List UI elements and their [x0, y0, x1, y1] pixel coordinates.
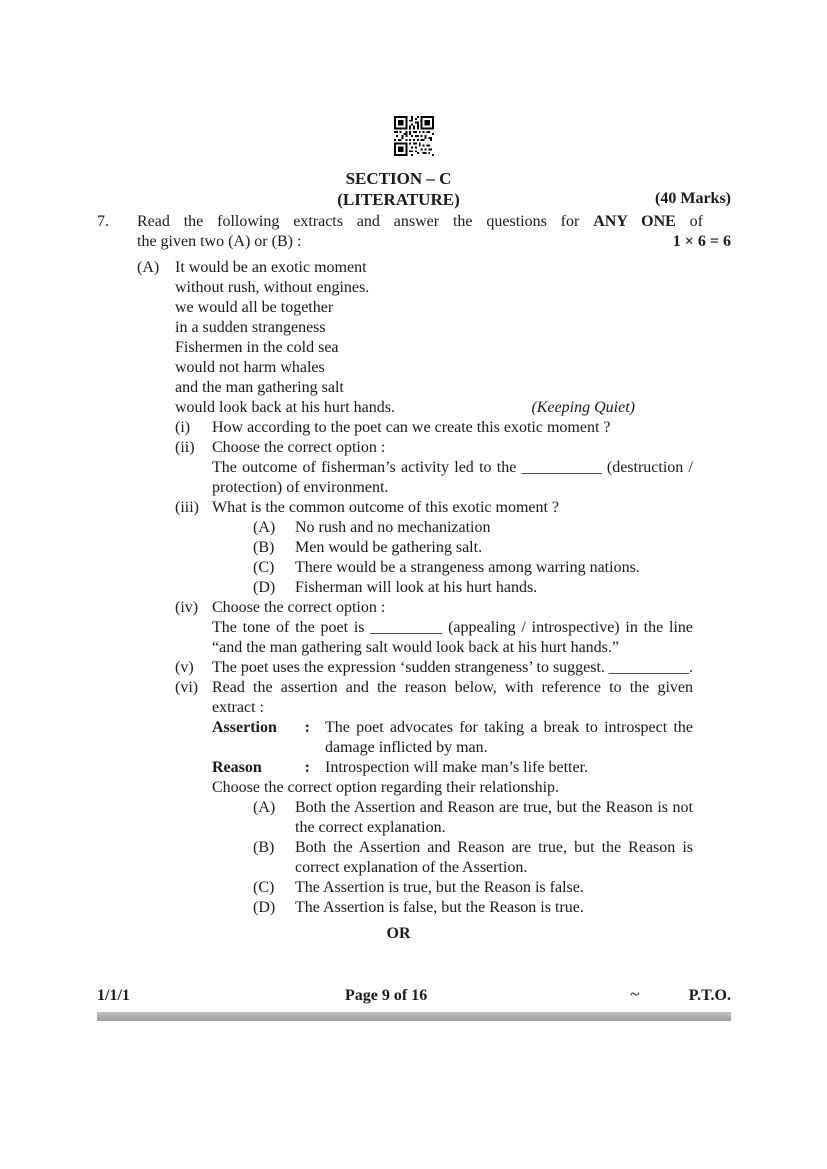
intro-emphasis: ANY ONE	[593, 213, 676, 230]
section-marks: (40 Marks)	[655, 190, 731, 207]
option-label: (A)	[253, 799, 276, 816]
subquestion-lead: Read the assertion and the reason below, with reference to the given extract :	[212, 679, 693, 716]
assertion-row	[212, 718, 693, 758]
footer-page-number: Page 9 of 16	[345, 987, 428, 1004]
assertion-label	[212, 718, 310, 758]
subquestion-lead: Choose the correct option :	[212, 439, 386, 456]
poem-line: and the man gathering salt	[175, 379, 344, 396]
option-row	[212, 578, 693, 598]
option-text: Both the Assertion and Reason are true, but the Reason is not the correct explanation.	[295, 799, 693, 836]
section-title: SECTION – C	[345, 169, 452, 188]
subquestion-iv	[175, 598, 731, 658]
assertion-colon: :	[304, 719, 310, 736]
question-intro-line2: the given two (A) or (B) :	[137, 233, 302, 250]
subquestion-lead: Choose the correct option :	[212, 599, 386, 616]
footer-paper-code: 1/1/1	[97, 987, 130, 1004]
option-row	[212, 538, 693, 558]
poem-source: (Keeping Quiet)	[531, 399, 635, 416]
poem-last-line	[175, 398, 731, 418]
extract-a	[137, 258, 731, 918]
option-text: No rush and no mechanization	[295, 519, 491, 536]
option-label: (C)	[253, 879, 275, 896]
poem-extract	[175, 258, 731, 418]
question-7	[97, 212, 731, 918]
poem-line: without rush, without engines.	[175, 279, 370, 296]
option-label: (B)	[253, 839, 275, 856]
reason-colon: :	[304, 759, 310, 776]
footer-divider-bar	[97, 1012, 731, 1021]
subquestion-ii	[175, 438, 731, 498]
option-text: There would be a strangeness among warring nations.	[295, 559, 640, 576]
question-intro-line1	[137, 212, 703, 232]
qr-code	[394, 116, 434, 156]
reason-word: Reason	[212, 759, 262, 776]
reason-text: Introspection will make man’s life better.	[325, 759, 589, 776]
subquestion-label: (i)	[175, 419, 191, 436]
intro-text: of	[675, 213, 704, 230]
poem-line: would look back at his hurt hands.	[175, 399, 395, 416]
option-row	[212, 518, 693, 538]
subquestion-v	[175, 658, 731, 678]
footer-tilde: ~	[630, 984, 640, 1004]
option-label: (D)	[253, 899, 276, 916]
poem-line: Fishermen in the cold sea	[175, 339, 339, 356]
option-label: (A)	[253, 519, 276, 536]
option-label: (D)	[253, 579, 276, 596]
footer-pto: P.T.O.	[688, 987, 731, 1004]
assertion-word: Assertion	[212, 719, 277, 736]
option-text: Both the Assertion and Reason are true, but the Reason is correct explanation of the Assertion.	[295, 839, 693, 876]
subquestions	[175, 418, 731, 918]
subquestion-text: The tone of the poet is _________ (appealing / introspective) in the line “and the man gathering salt would look back at his hurt hands.”	[212, 619, 693, 656]
subquestion-label: (vi)	[175, 679, 199, 696]
subquestion-label: (iii)	[175, 499, 199, 516]
assertion-text: The poet advocates for taking a break to introspect the damage inflicted by man.	[325, 719, 693, 756]
option-text: Men would be gathering salt.	[295, 539, 483, 556]
qr-code-image	[394, 116, 434, 156]
subquestion-text: The poet uses the expression ‘sudden strangeness’ to suggest. __________.	[212, 659, 693, 676]
subquestion-iii	[175, 498, 731, 598]
extract-a-label: (A)	[137, 259, 160, 276]
reason-label	[212, 758, 310, 778]
subquestion-label: (v)	[175, 659, 194, 676]
subquestion-label: (iv)	[175, 599, 199, 616]
subquestion-label: (ii)	[175, 439, 195, 456]
subquestion-text: How according to the poet can we create this exotic moment ?	[212, 419, 611, 436]
question-number: 7.	[97, 213, 109, 230]
option-text: Fisherman will look at his hurt hands.	[295, 579, 538, 596]
option-text: The Assertion is false, but the Reason is true.	[295, 899, 584, 916]
page-footer	[97, 986, 731, 1006]
section-header	[97, 168, 731, 210]
intro-text: Read the following extracts and answer the questions for	[137, 213, 594, 230]
option-row	[212, 878, 693, 898]
poem-line: we would all be together	[175, 299, 334, 316]
option-row	[212, 838, 693, 878]
option-label: (C)	[253, 559, 275, 576]
poem-line: in a sudden strangeness	[175, 319, 326, 336]
subquestion-choose-line: Choose the correct option regarding their relationship.	[212, 779, 560, 796]
section-subtitle: (LITERATURE)	[337, 190, 460, 209]
option-label: (B)	[253, 539, 275, 556]
or-separator: OR	[386, 925, 411, 942]
subquestion-text: What is the common outcome of this exotic moment ?	[212, 499, 560, 516]
option-row	[212, 558, 693, 578]
option-row	[212, 898, 693, 918]
subquestion-vi	[175, 678, 731, 918]
reason-row	[212, 758, 693, 778]
option-text: The Assertion is true, but the Reason is false.	[295, 879, 584, 896]
poem-line: It would be an exotic moment	[175, 259, 367, 276]
subquestion-text: The outcome of fisherman’s activity led to the __________ (destruction / protection) of environment.	[212, 459, 693, 496]
poem-line: would not harm whales	[175, 359, 325, 376]
subquestion-i	[175, 418, 731, 438]
question-marks: 1 × 6 = 6	[672, 233, 731, 250]
option-row	[212, 798, 693, 838]
